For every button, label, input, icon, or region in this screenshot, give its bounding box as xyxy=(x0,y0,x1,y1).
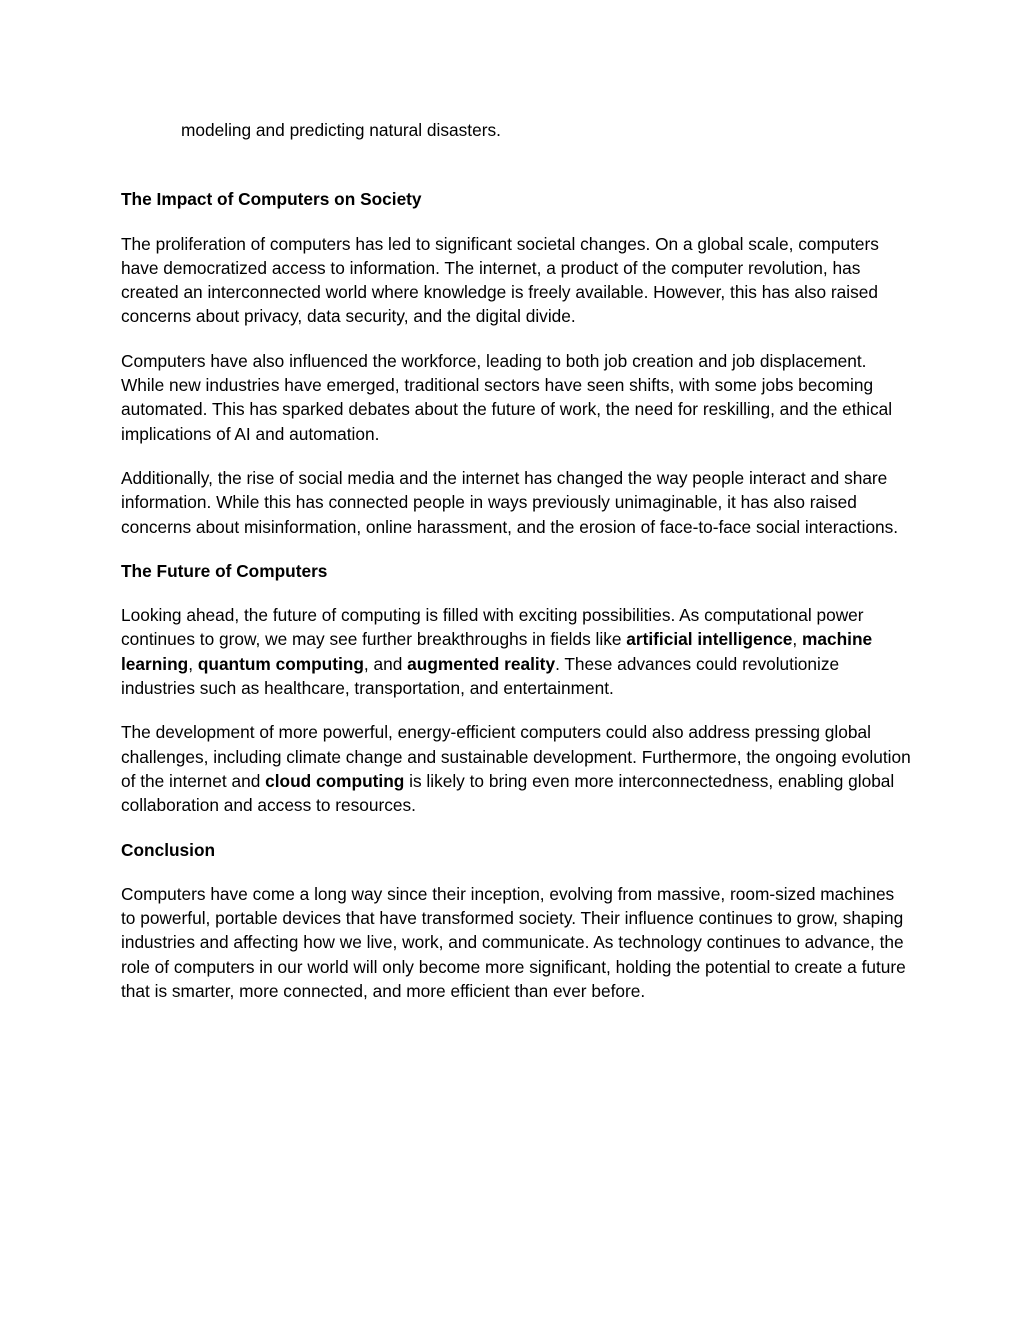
bold-term: artificial intelligence xyxy=(626,629,793,650)
text-run: The development of more powerful, energy-efficient computers could also address pressing global challenges, including climate change and sustainable development. Furthermore, the ongoing evolution of the internet and xyxy=(121,722,911,791)
bold-term: quantum computing xyxy=(197,653,364,674)
text-run: The proliferation of computers has led to significant societal changes. On a global scale, computers have democratized access to information. The internet, a product of the computer revolution, has created an interconnected world where knowledge is freely available. However, this has also raised concerns about privacy, data security, and the digital divide. xyxy=(121,233,879,327)
continuation-text: modeling and predicting natural disasters. xyxy=(181,120,501,140)
text-run: Additionally, the rise of social media and the internet has changed the way people interact and share information. While this has connected people in ways previously unimaginable, it has also raised concerns about misinformation, online harassment, and the erosion of face-to-face social interactions. xyxy=(121,467,899,537)
text-run: . These advances could revolutionize industries such as healthcare, transportation, and entertainment. xyxy=(121,653,840,699)
text-run: , xyxy=(792,629,803,650)
section-heading: Conclusion xyxy=(121,839,216,860)
bold-term: augmented reality xyxy=(407,653,556,674)
text-run: Computers have also influenced the workforce, leading to both job creation and job displacement. While new industries have emerged, traditional sectors have seen shifts, with some jobs becoming automated. This has sparked debates about the future of work, the need for reskilling, and the ethical implications of AI and automation. xyxy=(121,350,893,444)
paragraph xyxy=(121,349,911,446)
paragraph xyxy=(121,466,911,539)
bold-term: cloud computing xyxy=(265,770,405,791)
text-run: Looking ahead, the future of computing is filled with exciting possibilities. As computational power continues to grow, we may see further breakthroughs in fields like xyxy=(121,605,864,650)
text-run: , xyxy=(188,653,198,674)
bold-term: machine learning xyxy=(121,629,873,674)
sections-container xyxy=(121,187,911,1003)
section-heading: The Future of Computers xyxy=(121,560,328,581)
text-run: Computers have come a long way since their inception, evolving from massive, room-sized machines to powerful, portable devices that have transformed society. Their influence continues to grow, shaping industries and affecting how we live, work, and communicate. As technology continues to advance, the role of computers in our world will only become more significant, holding the potential to create a future that is smarter, more connected, and more efficient than ever before. xyxy=(121,883,906,1002)
text-run: , and xyxy=(363,653,408,674)
text-run: is likely to bring even more interconnectedness, enabling global collaboration and access to resources. xyxy=(121,770,895,816)
paragraph xyxy=(121,882,911,1003)
document-body xyxy=(121,118,911,1023)
paragraph xyxy=(121,720,911,817)
section-heading: The Impact of Computers on Society xyxy=(121,189,422,210)
paragraph xyxy=(121,603,911,700)
paragraph xyxy=(121,232,911,329)
